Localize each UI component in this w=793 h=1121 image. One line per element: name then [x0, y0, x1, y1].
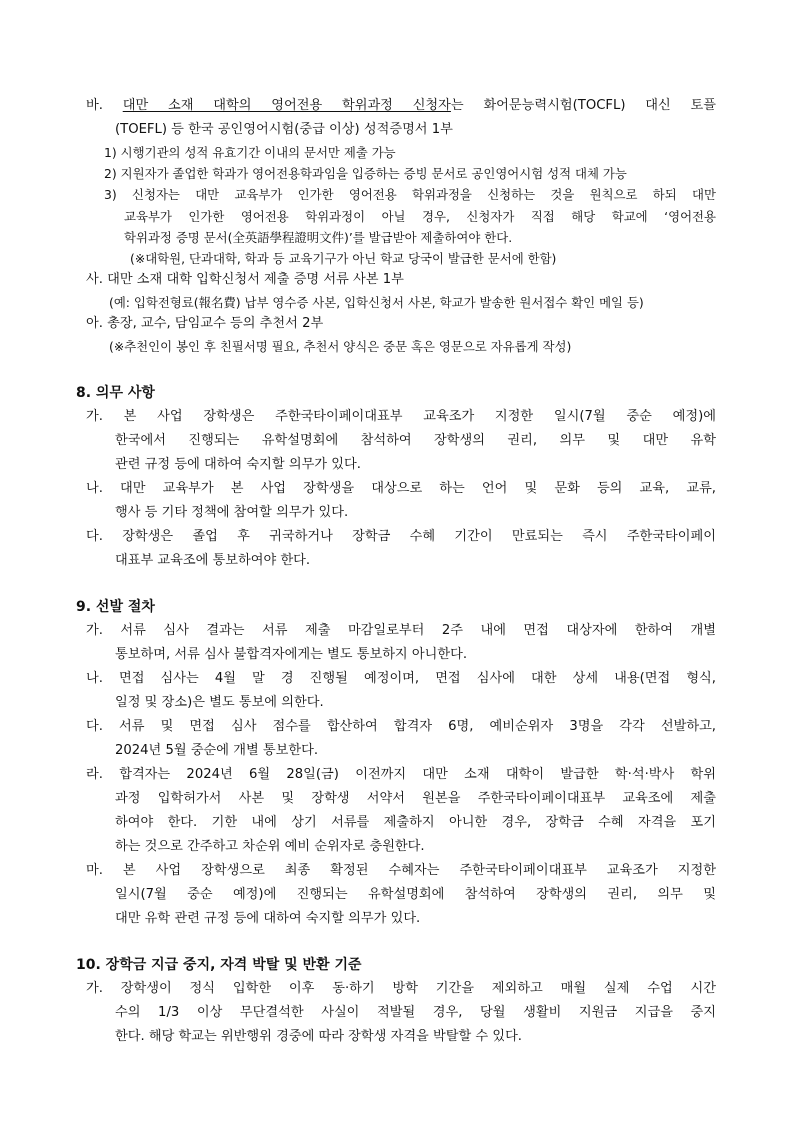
- s8-ga-line3: 관련 규정 등에 대하여 숙지할 의무가 있다.: [115, 457, 361, 472]
- s9-ma-line2: 일시(7월 중순 예정)에 진행되는 유학설명회에 참석하여 장학생의 권리, 의무 및: [115, 887, 716, 902]
- item-ba-underlined: 대만 소재 대학의 영어전용 학위과정 신청자: [122, 98, 451, 113]
- item-ba-line2: (TOEFL) 등 한국 공인영어시험(중급 이상) 성적증명서 1부: [115, 122, 453, 137]
- item-ba-line1: [86, 97, 716, 115]
- s9-ra-line1: 라. 합격자는 2024년 6월 28일(금) 이전까지 대만 소재 대학이 발급한 학·석·박사 학위: [86, 767, 716, 782]
- s8-da-line1: 다. 장학생은 졸업 후 귀국하거나 장학금 수혜 기간이 만료되는 즉시 주한국타이페이: [86, 529, 716, 544]
- s9-ga-line1: 가. 서류 심사 결과는 서류 제출 마감일로부터 2주 내에 면접 대상자에 한하여 개별: [86, 623, 716, 638]
- s9-ma-line3: 대만 유학 관련 규정 등에 대하여 숙지할 의무가 있다.: [115, 911, 421, 926]
- item-ba-sub3-note: (※대학원, 단과대학, 학과 등 교육기구가 아닌 학교 당국이 발급한 문서에 한함): [130, 251, 557, 266]
- s10-ga-line3: 한다. 해당 학교는 위반행위 경중에 따라 장학생 자격을 박탈할 수 있다.: [115, 1029, 522, 1044]
- s10-ga-line1: 가. 장학생이 정식 입학한 이후 동·하기 방학 기간을 제외하고 매월 실제 수업 시간: [86, 981, 716, 996]
- s9-ra-line3: 하여야 한다. 기한 내에 상기 서류를 제출하지 아니한 경우, 장학금 수혜 자격을 포기: [115, 815, 716, 830]
- s8-na-line2: 행사 등 기타 정책에 참여할 의무가 있다.: [115, 505, 349, 520]
- s10-ga-line2: 수의 1/3 이상 무단결석한 사실이 적발될 경우, 당월 생활비 지원금 지급을 중지: [115, 1005, 716, 1020]
- section-9-title: 9. 선발 절차: [76, 599, 155, 615]
- item-ba-sub1: 1) 시행기관의 성적 유효기간 이내의 문서만 제출 가능: [104, 145, 396, 160]
- s9-na-line2: 일정 및 장소)은 별도 통보에 의한다.: [115, 695, 324, 710]
- item-sa: 사. 대만 소재 대학 입학신청서 제출 증명 서류 사본 1부: [86, 272, 404, 287]
- item-ba-sub3-line2: 교육부가 인가한 영어전용 학위과정이 아닐 경우, 신청자가 직접 해당 학교에 ‘영어전용: [124, 209, 716, 224]
- s9-ra-line4: 하는 것으로 간주하고 차순위 예비 순위자로 충원한다.: [115, 839, 425, 854]
- s8-ga-line1: 가. 본 사업 장학생은 주한국타이페이대표부 교육조가 지정한 일시(7월 중순 예정)에: [86, 409, 716, 424]
- s9-da-line2: 2024년 5월 중순에 개별 통보한다.: [115, 743, 319, 758]
- section-8-title: 8. 의무 사항: [76, 385, 155, 401]
- item-ba-sub3-line1: 3) 신청자는 대만 교육부가 인가한 영어전용 학위과정을 신청하는 것을 원칙으로 하되 대만: [104, 187, 716, 202]
- item-sa-note: (예: 입학전형료(報名費) 납부 영수증 사본, 입학신청서 사본, 학교가 발송한 원서접수 확인 메일 등): [109, 295, 644, 310]
- s9-ma-line1: 마. 본 사업 장학생으로 최종 확정된 수혜자는 주한국타이페이대표부 교육조가 지정한: [86, 863, 716, 878]
- item-ba-rest: 는 화어문능력시험(TOCFL) 대신 토플: [450, 98, 716, 113]
- item-ba-marker: 바.: [86, 98, 103, 113]
- s8-ga-line2: 한국에서 진행되는 유학설명회에 참석하여 장학생의 권리, 의무 및 대만 유학: [115, 433, 716, 448]
- item-a: 아. 총장, 교수, 담임교수 등의 추천서 2부: [86, 316, 324, 331]
- s9-ga-line2: 통보하며, 서류 심사 불합격자에게는 별도 통보하지 아니한다.: [115, 647, 468, 662]
- s8-na-line1: 나. 대만 교육부가 본 사업 장학생을 대상으로 하는 언어 및 문화 등의 교육, 교류,: [86, 481, 716, 496]
- item-a-note: (※추천인이 봉인 후 친필서명 필요, 추천서 양식은 중문 혹은 영문으로 자유롭게 작성): [109, 339, 572, 354]
- s9-na-line1: 나. 면접 심사는 4월 말 경 진행될 예정이며, 면접 심사에 대한 상세 내용(면접 형식,: [86, 671, 716, 686]
- s9-ra-line2: 과정 입학허가서 사본 및 장학생 서약서 원본을 주한국타이페이대표부 교육조에 제출: [115, 791, 716, 806]
- item-ba-sub3-line3: 학위과정 증명 문서(全英語學程證明文件)’를 발급받아 제출하여야 한다.: [124, 230, 513, 245]
- s9-da-line1: 다. 서류 및 면접 심사 점수를 합산하여 합격자 6명, 예비순위자 3명을 각각 선발하고,: [86, 719, 716, 734]
- section-10-title: 10. 장학금 지급 중지, 자격 박탈 및 반환 기준: [76, 957, 362, 973]
- item-ba-sub2: 2) 지원자가 졸업한 학과가 영어전용학과임을 입증하는 증빙 문서로 공인영어시험 성적 대체 가능: [104, 166, 627, 181]
- s8-da-line2: 대표부 교육조에 통보하여야 한다.: [115, 553, 311, 568]
